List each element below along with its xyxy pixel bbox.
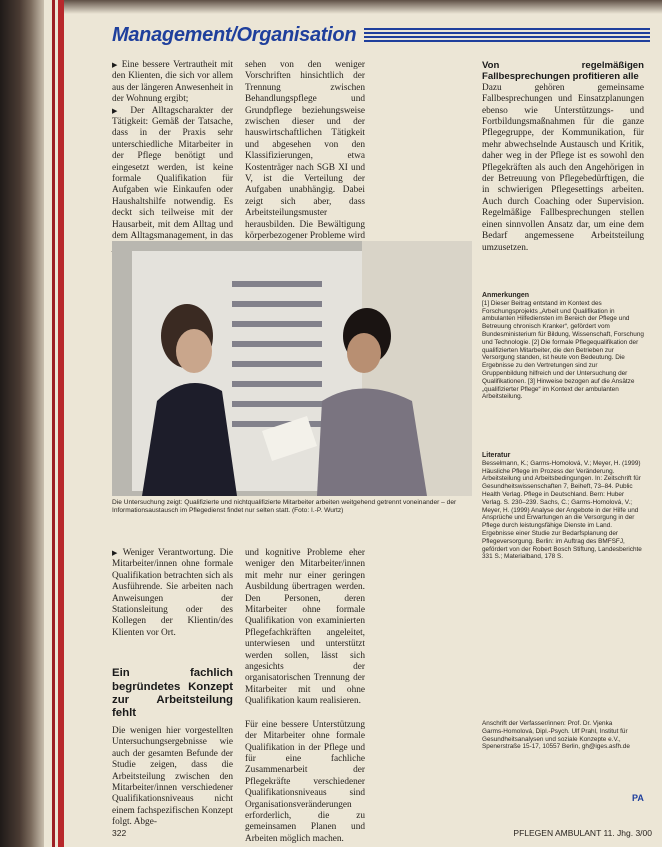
corner-label: PA	[632, 793, 644, 803]
column-1-top	[112, 60, 233, 254]
page-top-shadow	[64, 0, 662, 14]
paragraph: und kognitive Probleme eher weniger den Mitarbeiter/innen mit mehr nur einer geringen Ausbildung übertragen werden. Den Personen, deren Mitarbeiter ohne formale Qualifikation von examinierten Pflegefachkräften angeleitet, unterwiesen und unterstützt werden sollen, lässt sich angesichts der organisatorischen Trennung der Mitarbeiter mit und ohne Qualifikation kaum realisieren.	[245, 548, 365, 707]
section-header	[112, 20, 650, 50]
column-1-bottom	[112, 548, 233, 829]
red-edge	[58, 0, 64, 847]
photo-caption: Die Untersuchung zeigt: Qualifizierte und nichtqualifizierte Mitarbeiter arbeiten weitgehend getrennt voneinander – der Informationsaustausch im Pflegedienst findet nur selten statt. (Foto: I.-P. Wurtz)	[112, 499, 457, 514]
section-title: Management/Organisation	[112, 23, 357, 46]
page-number: 322	[112, 828, 127, 838]
paragraph: Für eine bessere Unterstützung der Mitarbeiter ohne formale Qualifikation in der Pflege und für eine fachliche Zusammenarbeit der Pflegekräfte verschiedener Qualifikationsniveaus sind Organisationsveränderungen erforderlich, die zu gemeinsamen Planen und Arbeiten möglich machen.	[245, 719, 365, 844]
literature-body: Besselmann, K.; Garms-Homolová, V.; Meyer, H. (1999) Häusliche Pflege im Prozess der Veränderung. Arbeitsteilung und Arbeitsbedingungen. In: Zeitschrift für Gesundheitswissenschaften 7, Beiheft, 73–84. Public Health Verlag. Pflege in Deutschland. Bern: Huber Verlag. S. 230–239. Sachs, C.; Garms-Homolová, V.; Meyer, H. (1999) Analyse der Angebote in der Hilfe und Ansprüche und Erwartungen an die Versorgung in der Pflege durch leistungsfähige Dienste im Land. Ergebnisse einer Studie zur Bedarfsplanung der Pflegeversorgung. Berlin: im Auftrag des BMFSFJ, gefördert von der Robert Bosch Stiftung, Landesberichte 331 S.; Materialband, 178 S.	[482, 459, 642, 561]
literature-heading: Literatur	[482, 452, 511, 459]
journal-name: PFLEGEN AMBULANT 11. Jhg. 3/00	[513, 828, 652, 838]
book-spine	[0, 0, 44, 847]
paragraph: Dazu gehören gemeinsame Fallbesprechungen und Einsatzplanungen ebenso wie Unterstützungs- und Fortbildungsmaßnahmen für die ganze Pflegegruppe, der Kommunikation, für mehr abwechselnde Austausch und Kritik, daher weg in der Pflege ist es sowohl den Pflegekräften als auch den Angehörigen in der Betreuung von Pflegebedürftigen, die in schwierigen Pflegesettings arbeiten. Auch durch Coaching oder Supervision. Regelmäßige Fallbesprechungen stellen einen sinnvollen Ansatz dar, um eine dem Bedarf angemessene Arbeitsteilung umzusetzen.	[482, 82, 644, 253]
notes-body: [1] Dieser Beitrag entstand im Kontext des Forschungsprojekts „Arbeit und Qualifikation in ambulanten Hilfediensten im Bereich der Pflege und Betreuung chronisch Kranker“, gefördert vom Bundesministerium für Bildung, Wissenschaft, Forschung und Technologie. [2] Die formale Pflegequalifikation der qualifizierten Mitarbeiter, die den Betrieben zur Versorgung standen, ist heute von Bedeutung. Die Ergebnisse zu den Vertretungen sind zur Gruppenbildung hilfreich und der Untersuchung der Qualifikationen. [3] Hinweise bezogen auf die Ansätze „qualifizierter Pflege“ im Kontext der ambulanten Arbeitsteilung.	[482, 299, 644, 401]
header-stripes	[364, 28, 650, 42]
paragraph: ▶ Eine bessere Vertrautheit mit den Klienten, die sich vor allem aus der längeren Anwesenheit in der Wohnung ergibt;	[112, 60, 233, 106]
paragraph: ▶ Der Alltagscharakter der Tätigkeit: Gemäß der Tatsache, dass in der Praxis sehr unterschiedliche Mitarbeiter in der Pflege benötigt und eingesetzt werden, ist keine formale Qualifikation für Aufgaben wie Einkaufen oder Haushaltshilfe notwendig. Es deckt sich teilweise mit der Hausarbeit, mit dem Alltag und dem Alltagsmanagement, in das	[112, 106, 233, 254]
address-body: Anschrift der Verfasser/innen: Prof. Dr. Vjenka Garms-Homolová, Dipl.-Psych. Ulf Prahl, Institut für Gesundheitsanalysen und soziale Konzepte e.V., Spenerstraße 15-17, 10557 Berlin, gh@iges.asfh.de	[482, 720, 630, 751]
column-3-top	[482, 60, 644, 254]
subheading: Von regelmäßigen Fallbesprechungen profitieren alle	[482, 60, 644, 83]
author-address	[482, 720, 632, 751]
paragraph: sehen von den weniger Vorschriften hinsichtlich der Trennung zwischen Behandlungspflege und Grundpflege beziehungsweise zwischen dieser und der hauswirtschaftlichen Tätigkeit und abgesehen von den Klassifizierungen, etwa Kostenträger nach SGB XI und V, ist die Verteilung der Aufgaben unabhängig. Dabei zeigt sich aber, dass Arbeitsteilungsmuster herausbilden. Die Bewältigung körperbezogener Probleme wird	[245, 60, 365, 242]
photo-illustration	[112, 241, 472, 496]
article-photo	[112, 241, 472, 496]
paragraph: Die wenigen hier vorgestellten Untersuchungsergebnisse wie auch der gesamten Befunde der Studie zeigen, dass die Arbeitsteilung zwischen den Mitarbeiter/innen verschiedener Qualifikationsniveaus nicht einem fachspezifischen Konzept folgt. Abge-	[112, 725, 233, 828]
red-edge-inner	[52, 0, 55, 847]
column-2-bottom	[245, 548, 365, 845]
paragraph: ▶ Weniger Verantwortung. Die Mitarbeiter/innen ohne formale Qualifikation betrachten sich als Ausführende. Sie arbeiten nach Anweisungen der Stationsleitung oder des Kollegen der Klientin/des Klienten vor Ort.	[112, 548, 233, 639]
literature	[482, 452, 644, 561]
notes-heading: Anmerkungen	[482, 292, 530, 299]
section-heading: Ein fachlich begründetes Konzept zur Arbeitsteilung fehlt	[112, 667, 233, 720]
footnotes	[482, 292, 644, 401]
page-footer	[112, 828, 652, 838]
